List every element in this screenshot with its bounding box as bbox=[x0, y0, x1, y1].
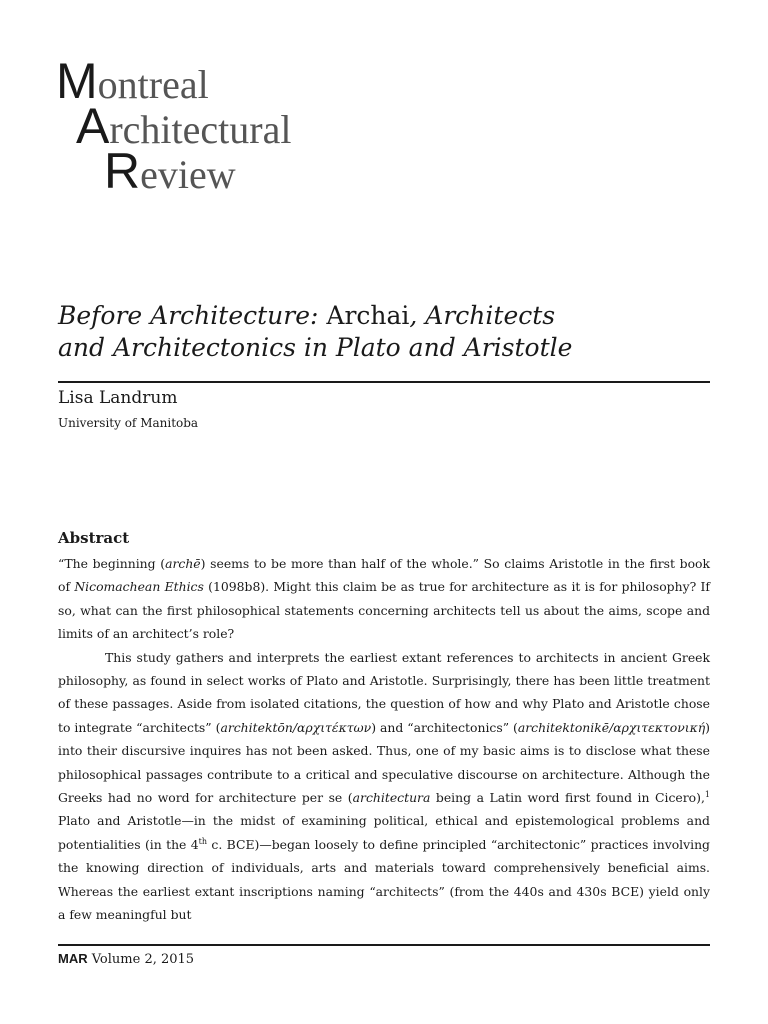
author-affiliation: University of Manitoba bbox=[58, 416, 199, 430]
footer-divider bbox=[58, 944, 710, 946]
logo-line-architectural: Architectural bbox=[76, 98, 292, 154]
journal-abbrev: MAR bbox=[58, 951, 88, 966]
logo-line-review: Review bbox=[104, 143, 236, 199]
abstract-heading: Abstract bbox=[58, 529, 130, 547]
abstract-body bbox=[58, 552, 710, 927]
volume-info: Volume 2, 2015 bbox=[87, 952, 195, 967]
logo-line-montreal: Montreal bbox=[56, 53, 209, 109]
journal-logo bbox=[56, 53, 376, 199]
footnote-ref-1[interactable]: 1 bbox=[704, 789, 710, 799]
page-footer bbox=[58, 949, 194, 970]
author-name: Lisa Landrum bbox=[58, 388, 178, 408]
article-title: Before Architecture: Archai, Architects and Architectonics in Plato and Aristotle bbox=[58, 301, 573, 362]
abstract-paragraph-2: This study gathers and interprets the earliest extant references to architects in ancient Greek philosophy, as found in select works of Plato and Aristotle. Surprisingly, there has been little treatment of these passages. Aside from isolated citations, the question of how and why Plato and Aristotle chose to integrate “architects” (architektōn/αρχιτέκτων) and “architectonics” (architektonikē/αρχιτεκτονική) into their discursive inquires has not been asked. Thus, one of my basic aims is to disclose what these philosophical passages contribute to a critical and speculative discourse on architecture. Although the Greeks had no word for architecture per se (architectura being a Latin word first found in Cicero),$^1$ Plato and Aristotle—in the midst of examining political, ethical and epistemological problems and potentialities (in the 4th c. BCE)—began loosely to define principled “architectonic” practices involving the knowing direction of individuals, arts and materials toward comprehensively beneficial aims. Whereas the earliest extant inscriptions naming “architects” (from the 440s and 430s BCE) yield only a few meaningful but bbox=[58, 649, 710, 923]
title-divider bbox=[58, 381, 710, 383]
abstract-paragraph-1: “The beginning (archē) seems to be more than half of the whole.” So claims Aristotle in the first book of Nicomachean Ethics (1098b8). Might this claim be as true for architecture as it is for philosophy? If so, what can the first philosophical statements concerning architects tell us about the aims, scope and limits of an architect’s role? bbox=[58, 556, 710, 642]
